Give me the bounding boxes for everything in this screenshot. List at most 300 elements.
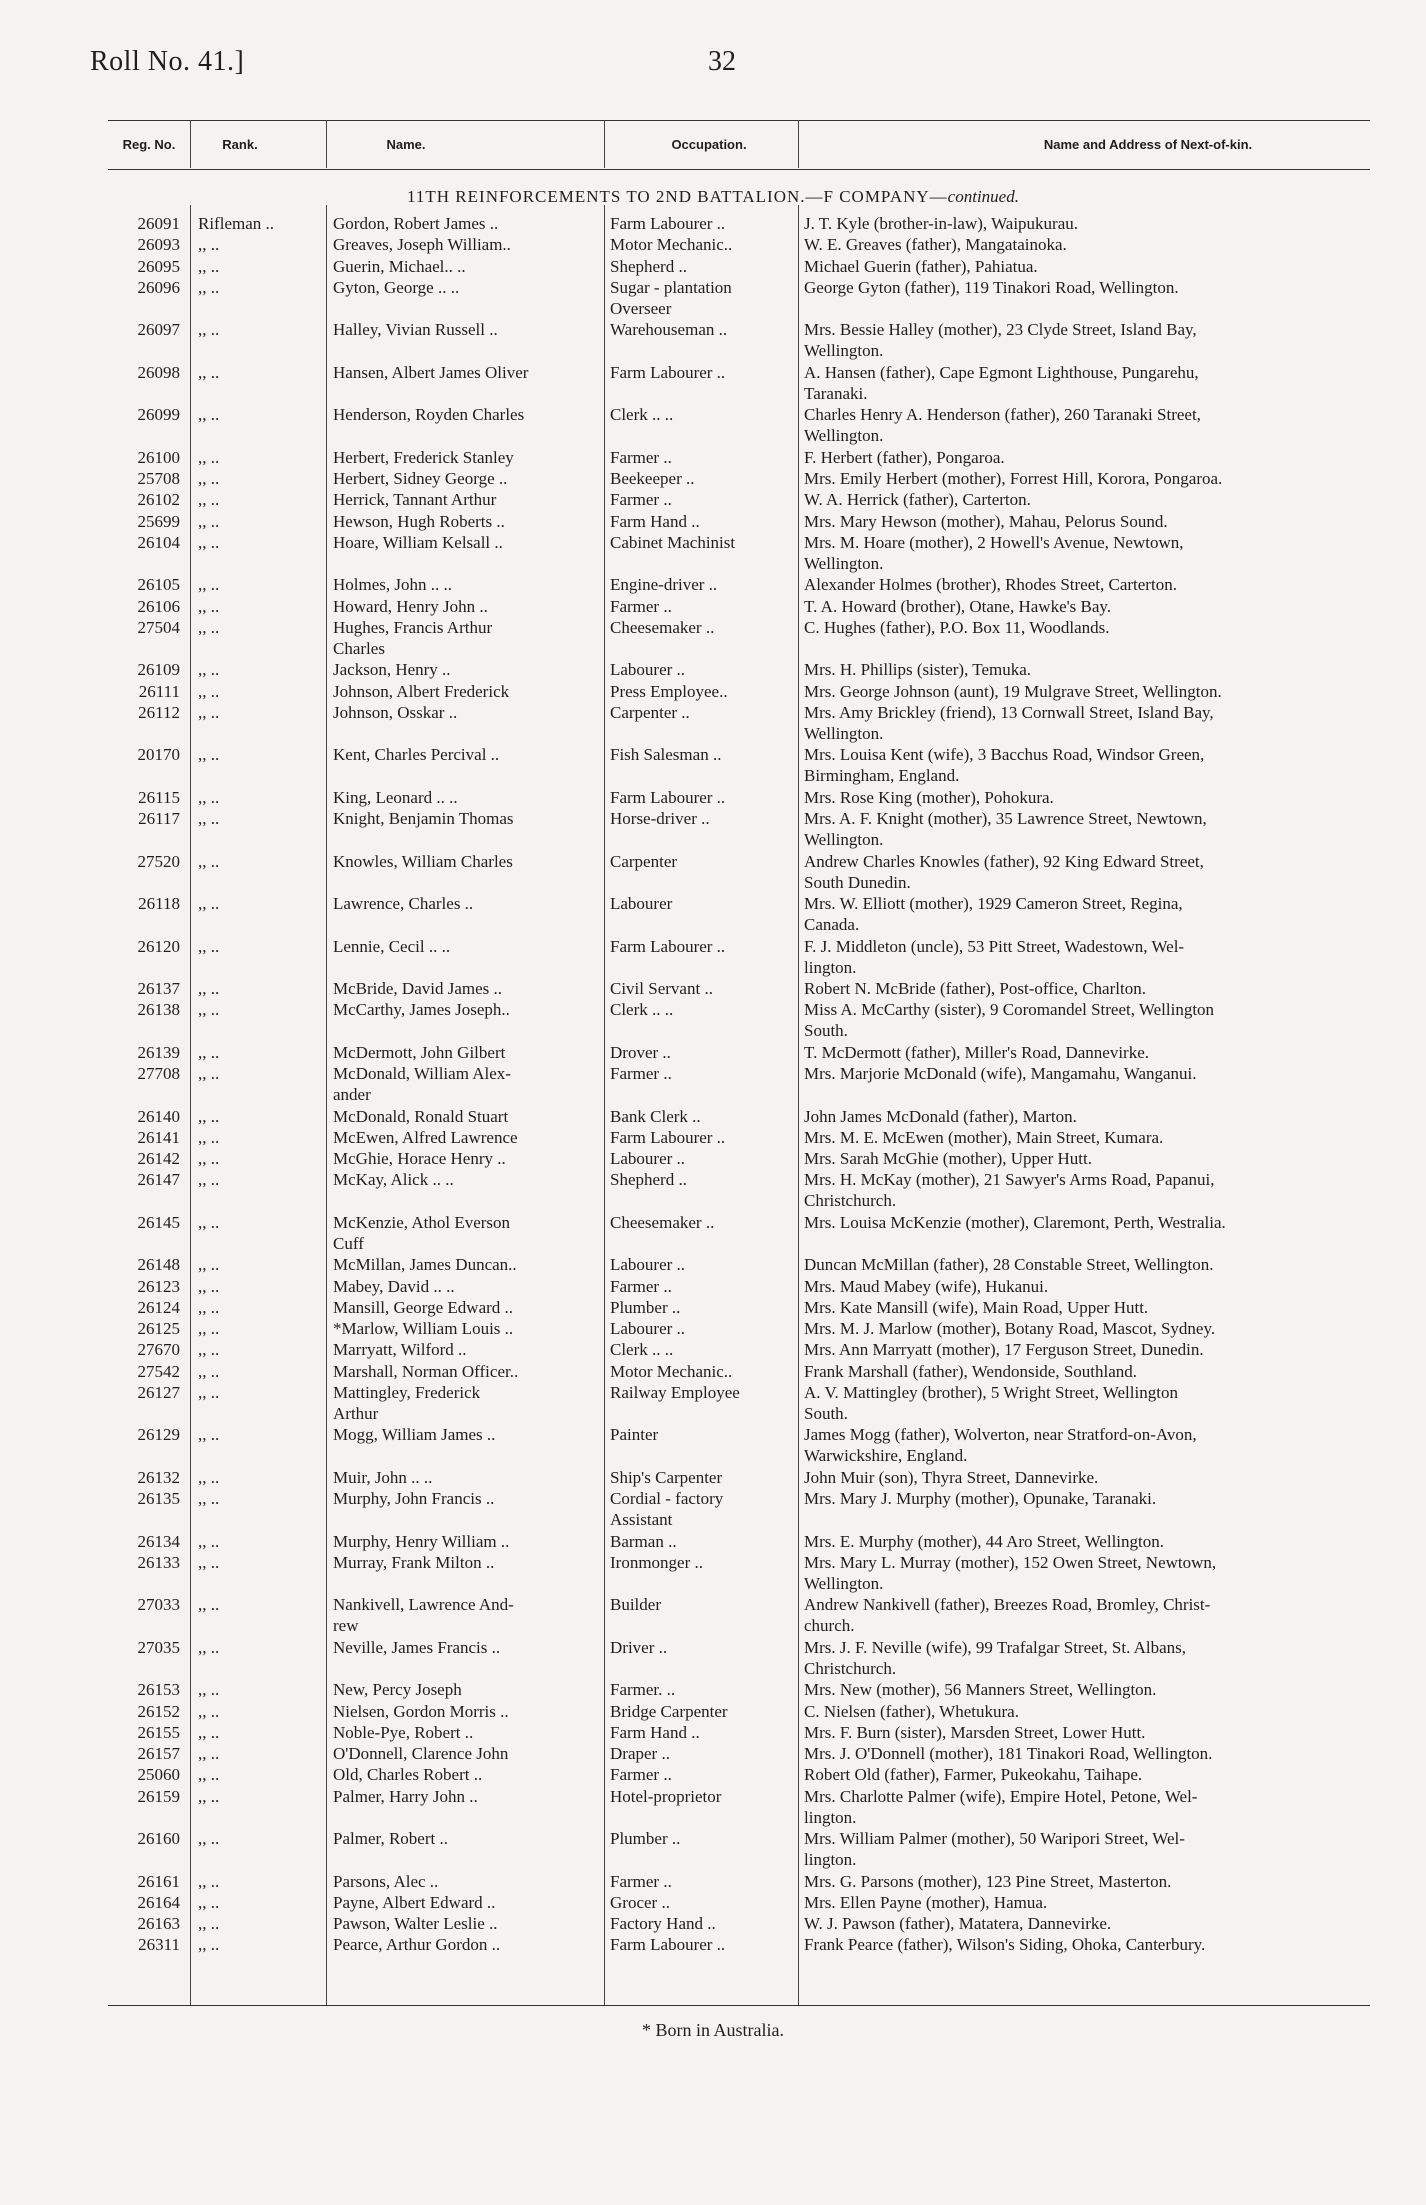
soldier-name xyxy=(333,596,583,617)
soldier-name xyxy=(333,1276,583,1297)
rank: ,, .. xyxy=(198,575,220,595)
next-of-kin xyxy=(804,1212,1370,1233)
table-row xyxy=(0,234,1426,255)
soldier-name xyxy=(333,1871,583,1892)
table-row xyxy=(0,681,1426,702)
soldier-name xyxy=(333,936,583,957)
occupation xyxy=(610,978,780,999)
roll-table xyxy=(0,213,1426,1956)
reg-number: 26132 xyxy=(137,1467,180,1487)
soldier-name-line: Palmer, Robert .. xyxy=(333,1829,448,1848)
occupation xyxy=(610,617,780,638)
table-row xyxy=(0,1679,1426,1700)
rank: ,, .. xyxy=(198,1361,220,1381)
soldier-name-line: McKenzie, Athol Everson xyxy=(333,1212,511,1232)
next-of-kin xyxy=(804,319,1370,361)
reg-number: 26117 xyxy=(138,809,180,828)
occupation-line: Farmer .. xyxy=(610,1064,672,1083)
next-of-kin-line: Wellington. xyxy=(804,426,884,446)
occupation xyxy=(610,1382,780,1403)
soldier-name-line: McCarthy, James Joseph.. xyxy=(333,1000,510,1020)
occupation xyxy=(610,681,780,702)
rank: ,, .. xyxy=(198,532,220,552)
table-row xyxy=(0,617,1426,660)
rank: ,, .. xyxy=(198,617,220,637)
next-of-kin-line: F. J. Middleton (uncle), 53 Pitt Street, Wadestown, Wel- xyxy=(804,936,1185,956)
occupation xyxy=(610,319,780,340)
table-row xyxy=(0,1786,1426,1829)
next-of-kin-line: Robert N. McBride (father), Post-office, Charlton. xyxy=(804,979,1146,998)
soldier-name xyxy=(333,511,583,532)
column-header-name: Name. xyxy=(386,137,426,152)
soldier-name-line: Johnson, Osskar .. xyxy=(333,702,458,722)
roll-number: Roll No. 41.] xyxy=(90,46,245,77)
next-of-kin xyxy=(804,1764,1370,1785)
table-row xyxy=(0,1743,1426,1764)
reg-number: 26095 xyxy=(137,256,180,276)
reg-number: 26133 xyxy=(137,1552,180,1572)
next-of-kin-line: Charles Henry A. Henderson (father), 260 Taranaki Street, xyxy=(804,405,1201,425)
rank: ,, .. xyxy=(198,894,220,913)
reg-number: 26099 xyxy=(137,405,180,425)
next-of-kin-line: Mrs. Ellen Payne (mother), Hamua. xyxy=(804,1892,1048,1912)
reg-number: 26141 xyxy=(137,1127,180,1147)
rank: ,, .. xyxy=(198,235,220,255)
reg-number: 26135 xyxy=(137,1489,180,1508)
soldier-name xyxy=(333,1297,583,1318)
rank: ,, .. xyxy=(198,1722,220,1742)
occupation-line: Cordial - factory xyxy=(610,1489,724,1508)
soldier-name-line: Hewson, Hugh Roberts .. xyxy=(333,511,505,531)
next-of-kin xyxy=(804,1871,1370,1892)
occupation-line: Horse-driver .. xyxy=(610,809,710,828)
next-of-kin xyxy=(804,447,1370,468)
next-of-kin xyxy=(804,1467,1370,1488)
occupation-line: Farmer .. xyxy=(610,1871,672,1891)
soldier-name-line: Hansen, Albert James Oliver xyxy=(333,362,529,382)
next-of-kin-line: A. Hansen (father), Cape Egmont Lighthouse, Pungarehu, xyxy=(804,362,1199,382)
soldier-name xyxy=(333,532,583,553)
next-of-kin-line: South Dunedin. xyxy=(804,872,911,892)
occupation xyxy=(610,1063,780,1084)
next-of-kin xyxy=(804,702,1370,744)
occupation xyxy=(610,1212,780,1233)
next-of-kin xyxy=(804,1701,1370,1722)
soldier-name xyxy=(333,1424,583,1445)
occupation xyxy=(610,213,780,234)
occupation xyxy=(610,936,780,957)
table-row xyxy=(0,1106,1426,1127)
occupation xyxy=(610,362,780,383)
column-header-occupation: Occupation. xyxy=(671,137,747,152)
table-row xyxy=(0,1276,1426,1297)
next-of-kin xyxy=(804,1722,1370,1743)
reg-number: 20170 xyxy=(137,745,180,765)
table-row xyxy=(0,574,1426,595)
soldier-name xyxy=(333,574,583,595)
occupation-line: Farm Labourer .. xyxy=(610,214,726,233)
column-divider xyxy=(326,120,327,168)
rank: ,, .. xyxy=(198,320,220,340)
occupation xyxy=(610,1679,780,1700)
soldier-name-line: Hoare, William Kelsall .. xyxy=(333,532,503,552)
soldier-name-line: Greaves, Joseph William.. xyxy=(333,235,511,255)
soldier-name xyxy=(333,1637,583,1658)
occupation xyxy=(610,1764,780,1785)
reg-number: 26140 xyxy=(137,1106,180,1126)
next-of-kin-line: T. McDermott (father), Miller's Road, Dannevirke. xyxy=(804,1042,1149,1062)
rank: ,, .. xyxy=(198,1701,220,1721)
rank: ,, .. xyxy=(198,1276,220,1296)
rank: ,, .. xyxy=(198,1871,220,1891)
soldier-name-line: Hughes, Francis Arthur xyxy=(333,617,493,637)
table-row xyxy=(0,1934,1426,1955)
soldier-name-line: rew xyxy=(333,1616,359,1636)
next-of-kin-line: Mrs. Marjorie McDonald (wife), Mangamahu, Wanganui. xyxy=(804,1064,1197,1083)
next-of-kin xyxy=(804,213,1370,234)
soldier-name-line: Old, Charles Robert .. xyxy=(333,1765,483,1785)
next-of-kin-line: Wellington. xyxy=(804,830,884,849)
section-title-text: 11TH REINFORCEMENTS TO 2ND BATTALION.—F COMPANY— xyxy=(407,187,948,206)
occupation-line: Farm Labourer .. xyxy=(610,1935,726,1955)
occupation-line: Civil Servant .. xyxy=(610,979,713,998)
rank: ,, .. xyxy=(198,1106,220,1126)
soldier-name-line: Arthur xyxy=(333,1403,379,1423)
reg-number: 26111 xyxy=(138,681,180,701)
next-of-kin-line: Mrs. Emily Herbert (mother), Forrest Hill, Korora, Pongaroa. xyxy=(804,469,1223,488)
rank: ,, .. xyxy=(198,1531,220,1551)
table-row xyxy=(0,1531,1426,1552)
soldier-name xyxy=(333,1722,583,1743)
next-of-kin xyxy=(804,1424,1370,1466)
soldier-name-line: Pawson, Walter Leslie .. xyxy=(333,1914,498,1933)
column-header-next-of-kin: Name and Address of Next-of-kin. xyxy=(1043,137,1253,152)
table-row xyxy=(0,1424,1426,1467)
page-number: 32 xyxy=(708,46,736,77)
next-of-kin xyxy=(804,532,1370,574)
occupation xyxy=(610,468,780,489)
occupation xyxy=(610,511,780,532)
occupation xyxy=(610,999,780,1020)
soldier-name xyxy=(333,851,583,872)
table-row xyxy=(0,256,1426,277)
section-title-continued: continued. xyxy=(947,187,1019,206)
reg-number: 26147 xyxy=(137,1170,180,1190)
reg-number: 26163 xyxy=(137,1914,180,1933)
next-of-kin xyxy=(804,744,1370,786)
rank: ,, .. xyxy=(198,1000,220,1020)
next-of-kin xyxy=(804,1828,1370,1870)
occupation-line: Plumber .. xyxy=(610,1829,681,1848)
next-of-kin xyxy=(804,1382,1370,1424)
soldier-name-line: Lennie, Cecil .. .. xyxy=(333,936,451,956)
rank: ,, .. xyxy=(198,1680,220,1700)
occupation xyxy=(610,1786,780,1807)
soldier-name xyxy=(333,1594,583,1636)
next-of-kin-line: Mrs. E. Murphy (mother), 44 Aro Street, Wellington. xyxy=(804,1531,1164,1551)
occupation-line: Press Employee.. xyxy=(610,681,728,701)
next-of-kin xyxy=(804,999,1370,1041)
next-of-kin-line: John James McDonald (father), Marton. xyxy=(804,1106,1077,1126)
soldier-name-line: Herrick, Tannant Arthur xyxy=(333,490,497,510)
reg-number: 26153 xyxy=(137,1680,180,1700)
next-of-kin-line: Mrs. M. E. McEwen (mother), Main Street, Kumara. xyxy=(804,1127,1164,1147)
reg-number: 26159 xyxy=(137,1786,180,1806)
occupation-line: Farm Labourer .. xyxy=(610,1127,726,1147)
soldier-name xyxy=(333,808,583,829)
soldier-name xyxy=(333,362,583,383)
occupation xyxy=(610,574,780,595)
table-row xyxy=(0,1552,1426,1595)
next-of-kin xyxy=(804,617,1370,638)
soldier-name-line: Halley, Vivian Russell .. xyxy=(333,320,498,340)
occupation xyxy=(610,256,780,277)
reg-number: 26152 xyxy=(137,1701,180,1721)
occupation-line: Drover .. xyxy=(610,1042,671,1062)
rank: ,, .. xyxy=(198,1127,220,1147)
occupation xyxy=(610,1148,780,1169)
soldier-name-line: Murphy, John Francis .. xyxy=(333,1489,495,1508)
soldier-name-line: Herbert, Frederick Stanley xyxy=(333,447,514,467)
rank: ,, .. xyxy=(198,490,220,510)
soldier-name xyxy=(333,1127,583,1148)
table-row xyxy=(0,511,1426,532)
table-row xyxy=(0,489,1426,510)
occupation-line: Ship's Carpenter xyxy=(610,1467,723,1487)
soldier-name xyxy=(333,1892,583,1913)
reg-number: 26123 xyxy=(137,1276,180,1296)
occupation-line: Overseer xyxy=(610,298,672,318)
table-row xyxy=(0,1254,1426,1275)
next-of-kin-line: lington. xyxy=(804,1850,857,1869)
soldier-name-line: McDonald, Ronald Stuart xyxy=(333,1106,509,1126)
next-of-kin-line: Frank Marshall (father), Wendonside, Southland. xyxy=(804,1361,1138,1381)
next-of-kin-line: Mrs. Mary J. Murphy (mother), Opunake, Taranaki. xyxy=(804,1489,1157,1508)
occupation-line: Motor Mechanic.. xyxy=(610,1361,733,1381)
soldier-name xyxy=(333,1339,583,1360)
rank: ,, .. xyxy=(198,362,220,382)
soldier-name-line: Mansill, George Edward .. xyxy=(333,1297,514,1317)
next-of-kin-line: Mrs. New (mother), 56 Manners Street, Wellington. xyxy=(804,1680,1157,1700)
soldier-name xyxy=(333,1764,583,1785)
next-of-kin xyxy=(804,468,1370,489)
soldier-name-line: Holmes, John .. .. xyxy=(333,575,452,595)
next-of-kin xyxy=(804,277,1370,298)
rank: ,, .. xyxy=(198,1829,220,1848)
occupation-line: Warehouseman .. xyxy=(610,320,728,340)
occupation-line: Ironmonger .. xyxy=(610,1552,704,1572)
occupation-line: Clerk .. .. xyxy=(610,1340,674,1360)
occupation-line: Carpenter xyxy=(610,851,678,871)
reg-number: 26097 xyxy=(137,320,180,340)
reg-number: 26129 xyxy=(137,1425,180,1445)
next-of-kin-line: Birmingham, England. xyxy=(804,766,960,786)
occupation xyxy=(610,1637,780,1658)
soldier-name-line: Payne, Albert Edward .. xyxy=(333,1892,496,1912)
soldier-name-line: Nielsen, Gordon Morris .. xyxy=(333,1701,509,1721)
table-row xyxy=(0,404,1426,447)
occupation xyxy=(610,1042,780,1063)
soldier-name xyxy=(333,1063,583,1105)
rank: ,, .. xyxy=(198,1425,220,1445)
reg-number: 26112 xyxy=(138,702,180,722)
soldier-name-line: Marshall, Norman Officer.. xyxy=(333,1361,519,1381)
occupation xyxy=(610,1743,780,1764)
next-of-kin-line: lington. xyxy=(804,957,857,977)
next-of-kin-line: A. V. Mattingley (brother), 5 Wright Street, Wellington xyxy=(804,1382,1178,1402)
table-row xyxy=(0,1722,1426,1743)
rank: ,, .. xyxy=(198,1212,220,1232)
soldier-name xyxy=(333,213,583,234)
next-of-kin xyxy=(804,1679,1370,1700)
occupation xyxy=(610,447,780,468)
next-of-kin-line: Mrs. W. Elliott (mother), 1929 Cameron Street, Regina, xyxy=(804,894,1183,913)
table-row xyxy=(0,1594,1426,1637)
next-of-kin-line: Mrs. J. O'Donnell (mother), 181 Tinakori Road, Wellington. xyxy=(804,1744,1213,1763)
soldier-name xyxy=(333,1488,583,1509)
occupation xyxy=(610,277,780,319)
rank: ,, .. xyxy=(198,1935,220,1955)
soldier-name xyxy=(333,1042,583,1063)
occupation xyxy=(610,1339,780,1360)
table-row xyxy=(0,702,1426,745)
next-of-kin-line: South. xyxy=(804,1021,848,1041)
next-of-kin xyxy=(804,893,1370,935)
rank: ,, .. xyxy=(198,1595,220,1615)
next-of-kin-line: Mrs. M. J. Marlow (mother), Botany Road, Mascot, Sydney. xyxy=(804,1319,1216,1338)
occupation-line: Motor Mechanic.. xyxy=(610,235,733,255)
rank: ,, .. xyxy=(198,596,220,616)
rank: ,, .. xyxy=(198,702,220,722)
occupation-line: Farm Labourer .. xyxy=(610,936,726,956)
reg-number: 26104 xyxy=(137,532,180,552)
reg-number: 26115 xyxy=(138,787,180,807)
rank: ,, .. xyxy=(198,1786,220,1806)
rank: ,, .. xyxy=(198,1467,220,1487)
rank: ,, .. xyxy=(198,851,220,871)
soldier-name xyxy=(333,1934,583,1955)
occupation-line: Farmer .. xyxy=(610,490,672,510)
next-of-kin xyxy=(804,362,1370,404)
soldier-name-line: Lawrence, Charles .. xyxy=(333,894,474,913)
occupation-line: Farmer .. xyxy=(610,596,672,616)
table-row xyxy=(0,851,1426,894)
rank: ,, .. xyxy=(198,405,220,425)
next-of-kin xyxy=(804,1892,1370,1913)
occupation-line: Bank Clerk .. xyxy=(610,1106,701,1126)
soldier-name xyxy=(333,659,583,680)
soldier-name-line: Murphy, Henry William .. xyxy=(333,1531,510,1551)
column-divider xyxy=(604,120,605,168)
reg-number: 26093 xyxy=(137,235,180,255)
rank: ,, .. xyxy=(198,1637,220,1657)
reg-number: 25060 xyxy=(137,1765,180,1785)
reg-number: 27708 xyxy=(137,1064,180,1083)
soldier-name-line: McEwen, Alfred Lawrence xyxy=(333,1127,518,1147)
rank: ,, .. xyxy=(198,660,220,680)
occupation-line: Railway Employee xyxy=(610,1382,740,1402)
occupation-line: Cheesemaker .. xyxy=(610,1212,715,1232)
next-of-kin xyxy=(804,234,1370,255)
next-of-kin xyxy=(804,787,1370,808)
occupation-line: Labourer .. xyxy=(610,1255,686,1275)
next-of-kin-line: Frank Pearce (father), Wilson's Siding, Ohoka, Canterbury. xyxy=(804,1935,1206,1955)
table-bottom-rule xyxy=(108,2005,1370,2006)
occupation-line: Driver .. xyxy=(610,1637,668,1657)
next-of-kin-line: Mrs. F. Burn (sister), Marsden Street, Lower Hutt. xyxy=(804,1722,1146,1742)
soldier-name-line: McKay, Alick .. .. xyxy=(333,1170,454,1190)
soldier-name-line: Neville, James Francis .. xyxy=(333,1637,501,1657)
table-row xyxy=(0,532,1426,575)
rank: ,, .. xyxy=(198,936,220,956)
table-row xyxy=(0,1361,1426,1382)
next-of-kin-line: Mrs. Charlotte Palmer (wife), Empire Hotel, Petone, Wel- xyxy=(804,1786,1198,1806)
occupation-line: Factory Hand .. xyxy=(610,1914,716,1933)
table-row xyxy=(0,659,1426,680)
soldier-name xyxy=(333,893,583,914)
reg-number: 26138 xyxy=(137,1000,180,1020)
reg-number: 27033 xyxy=(137,1595,180,1615)
table-row xyxy=(0,1871,1426,1892)
column-divider xyxy=(798,120,799,168)
occupation-line: Labourer .. xyxy=(610,1319,686,1338)
soldier-name xyxy=(333,681,583,702)
soldier-name-line: Mabey, David .. .. xyxy=(333,1276,455,1296)
occupation-line: Painter xyxy=(610,1425,659,1445)
table-row xyxy=(0,1467,1426,1488)
occupation-line: Cabinet Machinist xyxy=(610,532,736,552)
next-of-kin xyxy=(804,936,1370,978)
next-of-kin-line: Miss A. McCarthy (sister), 9 Coromandel Street, Wellington xyxy=(804,1000,1215,1020)
next-of-kin xyxy=(804,808,1370,850)
occupation xyxy=(610,1594,780,1615)
next-of-kin-line: Alexander Holmes (brother), Rhodes Street, Carterton. xyxy=(804,575,1177,595)
table-row xyxy=(0,277,1426,320)
reg-number: 26125 xyxy=(137,1319,180,1338)
soldier-name xyxy=(333,1106,583,1127)
next-of-kin xyxy=(804,1743,1370,1764)
occupation xyxy=(610,1106,780,1127)
soldier-name xyxy=(333,1382,583,1424)
reg-number: 25708 xyxy=(137,469,180,488)
reg-number: 26160 xyxy=(137,1829,180,1848)
soldier-name-line: New, Percy Joseph xyxy=(333,1680,462,1700)
occupation-line: Clerk .. .. xyxy=(610,1000,674,1020)
occupation-line: Fish Salesman .. xyxy=(610,745,722,765)
next-of-kin-line: Mrs. Kate Mansill (wife), Main Road, Upper Hutt. xyxy=(804,1297,1149,1317)
occupation-line: Carpenter .. xyxy=(610,702,690,722)
next-of-kin xyxy=(804,1361,1370,1382)
table-row xyxy=(0,1063,1426,1106)
occupation-line: Barman .. xyxy=(610,1531,677,1551)
next-of-kin xyxy=(804,1148,1370,1169)
soldier-name xyxy=(333,1786,583,1807)
soldier-name xyxy=(333,999,583,1020)
occupation xyxy=(610,489,780,510)
reg-number: 26161 xyxy=(137,1871,180,1891)
next-of-kin xyxy=(804,1063,1370,1084)
next-of-kin-line: Duncan McMillan (father), 28 Constable Street, Wellington. xyxy=(804,1255,1214,1275)
next-of-kin-line: lington. xyxy=(804,1807,857,1827)
soldier-name-line: ander xyxy=(333,1085,371,1104)
table-row xyxy=(0,319,1426,362)
reg-number: 26100 xyxy=(137,447,180,467)
table-row xyxy=(0,1318,1426,1339)
soldier-name-line: King, Leonard .. .. xyxy=(333,787,458,807)
next-of-kin-line: T. A. Howard (brother), Otane, Hawke's Bay. xyxy=(804,596,1112,616)
soldier-name-line: Jackson, Henry .. xyxy=(333,660,451,680)
soldier-name-line: *Marlow, William Louis .. xyxy=(333,1319,514,1338)
